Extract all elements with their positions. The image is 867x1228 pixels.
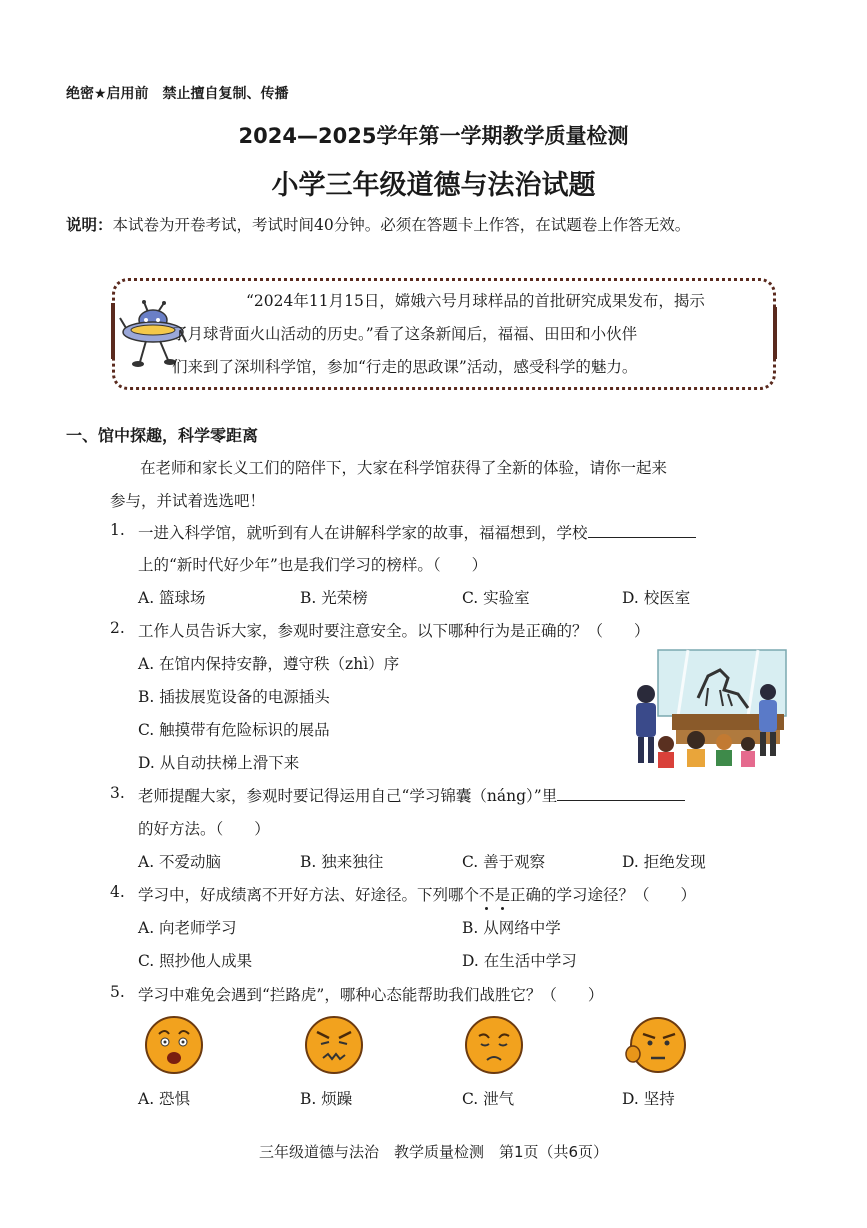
- section-intro-line-1: 在老师和家长义工们的陪伴下，大家在科学馆获得了全新的体验，请你一起来: [140, 459, 668, 477]
- determined-face-icon: [625, 1014, 687, 1076]
- question-line: 一进入科学馆，就听到有人在讲解科学家的故事，福福想到，学校: [138, 524, 588, 542]
- question-number: 3.: [110, 784, 125, 802]
- answer-blank[interactable]: [557, 786, 685, 801]
- option-d[interactable]: D. 坚持: [622, 1090, 675, 1108]
- question-line: 老师提醒大家，参观时要记得运用自己“学习锦囊（náng）”里: [138, 787, 558, 805]
- option-a[interactable]: A. 不爱动脑: [138, 853, 222, 871]
- option-a[interactable]: A. 恐惧: [138, 1090, 191, 1108]
- option-c[interactable]: C. 善于观察: [462, 853, 546, 871]
- confidential-notice: 绝密★启用前 禁止擅自复制、传播: [66, 86, 289, 102]
- option-c[interactable]: C. 照抄他人成果: [138, 952, 253, 970]
- story-line-3: 们来到了深圳科学馆，参加“行走的思政课”活动，感受科学的魅力。: [172, 358, 638, 376]
- page-footer: 三年级道德与法治 教学质量检测 第1页（共6页）: [258, 1143, 609, 1161]
- option-a[interactable]: A. 在馆内保持安静，遵守秩（zhì）序: [138, 655, 400, 673]
- option-a[interactable]: A. 篮球场: [138, 589, 206, 607]
- option-a[interactable]: A. 向老师学习: [138, 919, 237, 937]
- question-line: 学习中，好成绩离不开好方法、好途径。下列哪个: [138, 886, 480, 904]
- question-text: [138, 784, 685, 806]
- option-c[interactable]: C. 实验室: [462, 589, 530, 607]
- section-heading: 一、馆中探趣，科学零距离: [66, 426, 259, 445]
- museum-scene-icon: [628, 648, 788, 776]
- question-text: 学习中难免会遇到“拦路虎”，哪种心态能帮助我们战胜它？（ ）: [138, 986, 604, 1004]
- question-text: [138, 521, 696, 543]
- answer-blank[interactable]: [588, 523, 696, 538]
- exam-notes: [66, 213, 690, 235]
- option-b[interactable]: B. 独来独往: [300, 853, 384, 871]
- story-line-1: “2024年11月15日，嫦娥六号月球样品的首批研究成果发布，揭示: [246, 292, 705, 310]
- irritated-face-icon: [303, 1014, 365, 1076]
- question-number: 4.: [110, 883, 125, 901]
- option-c[interactable]: C. 泄气: [462, 1090, 515, 1108]
- emphasis-mark: 不: [479, 886, 495, 904]
- notes-label: 说明：: [66, 215, 113, 234]
- option-b[interactable]: B. 插拔展览设备的电源插头: [138, 688, 330, 706]
- question-number: 5.: [110, 983, 125, 1001]
- exam-subtitle: 小学三年级道德与法治试题: [271, 170, 596, 201]
- question-line: 上的“新时代好少年”也是我们学习的榜样。（ ）: [138, 556, 488, 574]
- option-d[interactable]: D. 在生活中学习: [462, 952, 577, 970]
- option-d[interactable]: D. 从自动扶梯上滑下来: [138, 754, 300, 772]
- box-accent-right: [773, 307, 777, 359]
- option-b[interactable]: B. 从网络中学: [462, 919, 561, 937]
- option-b[interactable]: B. 烦躁: [300, 1090, 353, 1108]
- question-text: 工作人员告诉大家，参观时要注意安全。以下哪种行为是正确的？（ ）: [138, 622, 650, 640]
- story-line-2: 了月球背面火山活动的历史。”看了这条新闻后，福福、田田和小伙伴: [172, 325, 638, 343]
- option-d[interactable]: D. 拒绝发现: [622, 853, 706, 871]
- exam-title: 2024—2025学年第一学期教学质量检测: [238, 124, 629, 148]
- question-text: [138, 883, 696, 905]
- option-c[interactable]: C. 触摸带有危险标识的展品: [138, 721, 330, 739]
- option-d[interactable]: D. 校医室: [622, 589, 691, 607]
- question-number: 2.: [110, 619, 125, 637]
- fear-face-icon: [143, 1014, 205, 1076]
- question-number: 1.: [110, 521, 125, 539]
- question-line: 正确的学习途径？（ ）: [510, 886, 697, 904]
- notes-text: 本试卷为开卷考试，考试时间40分钟。必须在答题卡上作答，在试题卷上作答无效。: [112, 216, 691, 234]
- discouraged-face-icon: [463, 1014, 525, 1076]
- section-intro-line-2: 参与，并试着选选吧！: [110, 492, 266, 510]
- question-line: 的好方法。（ ）: [138, 820, 270, 838]
- box-accent-left: [111, 303, 115, 359]
- emphasis-mark: 是: [494, 886, 511, 904]
- option-b[interactable]: B. 光荣榜: [300, 589, 368, 607]
